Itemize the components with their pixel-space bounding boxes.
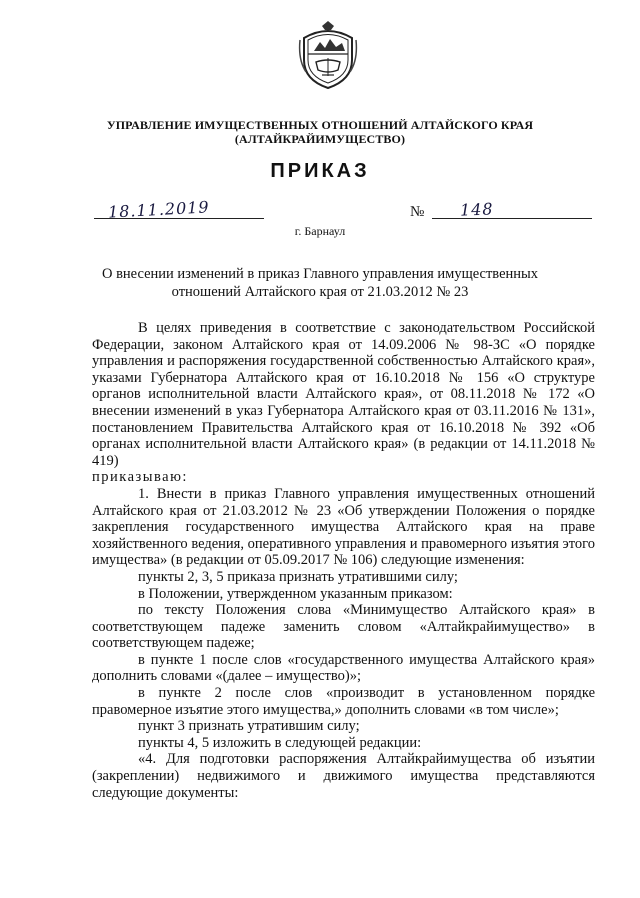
organization-short-name: (АЛТАЙКРАЙИМУЩЕСТВО) (234, 132, 406, 146)
paragraph-8: пункты 4, 5 изложить в следующей редакции: (138, 734, 422, 751)
subject-line-2: отношений Алтайского края от 21.03.2012 № 23 (171, 284, 469, 300)
number-label: № (410, 204, 425, 220)
subject-line-1: О внесении изменений в приказ Главного управления имущественных (101, 266, 539, 282)
handwritten-number: 148 (459, 199, 494, 220)
altai-coat-of-arms-icon (298, 20, 358, 90)
preamble-paragraph: В целях приведения в соответствие с законодательством Российской Федерации, законом Алтайского края от 14.09.2006 № 98-ЗС «О порядке управления и распоряжения государственной собственностью Алтайского края», указами Губернатора Алтайского края от 16.10.2018 № 156 «О структуре органов исполнительной власти Алтайского края», от 08.11.2018 № 172 «О внесении изменений в указ Губернатора Алтайского края от 03.11.2016 № 131», постановлением Правительства Алтайского края от 16.10.2018 № 392 «Об органах исполнительной власти Алтайского края» (в редакции от 14.11.2018 № 419) (92, 320, 595, 469)
number-underline (432, 218, 592, 219)
order-word: приказываю: (92, 469, 188, 486)
paragraph-7: пункт 3 признать утратившим силу; (138, 718, 360, 735)
paragraph-2: пункты 2, 3, 5 приказа признать утратившими силу; (138, 568, 458, 585)
organization-name: УПРАВЛЕНИЕ ИМУЩЕСТВЕННЫХ ОТНОШЕНИЙ АЛТАЙСКОГО КРАЯ (106, 118, 534, 132)
paragraph-6: в пункте 2 после слов «производит в установленном порядке правомерное изъятие этого имущества,» дополнить словами «в том числе»; (92, 685, 595, 718)
paragraph-5: в пункте 1 после слов «государственного имущества Алтайского края» дополнить словами «(далее – имущество)»; (92, 651, 595, 685)
document-body (92, 320, 595, 801)
paragraph-1: 1. Внести в приказ Главного управления имущественных отношений Алтайского края от 21.03.2012 № 23 «Об утверждении Положения о порядке закрепления государственного имущества Алтайского края на праве хозяйственного ведения, оперативного управления и правомерного изъятия этого имущества» (в редакции от 05.09.2017 № 106) следующие изменения: (92, 485, 595, 569)
city: г. Барнаул (294, 224, 346, 238)
paragraph-9: «4. Для подготовки распоряжения Алтайкрайимущества об изъятии (закреплении) недвижимого и движимого имущества представляются следующие документы: (92, 751, 595, 801)
handwritten-date: 18.11.2019 (107, 197, 211, 222)
document-subject (0, 265, 640, 301)
paragraph-3: в Положении, утвержденном указанным приказом: (138, 585, 453, 602)
date-underline (94, 218, 264, 219)
document-title: ПРИКАЗ (270, 160, 370, 182)
paragraph-4: по тексту Положения слова «Минимущество Алтайского края» в соответствующем падеже заменить словом «Алтайкрайимущество» в соответствующем падеже; (92, 602, 595, 652)
